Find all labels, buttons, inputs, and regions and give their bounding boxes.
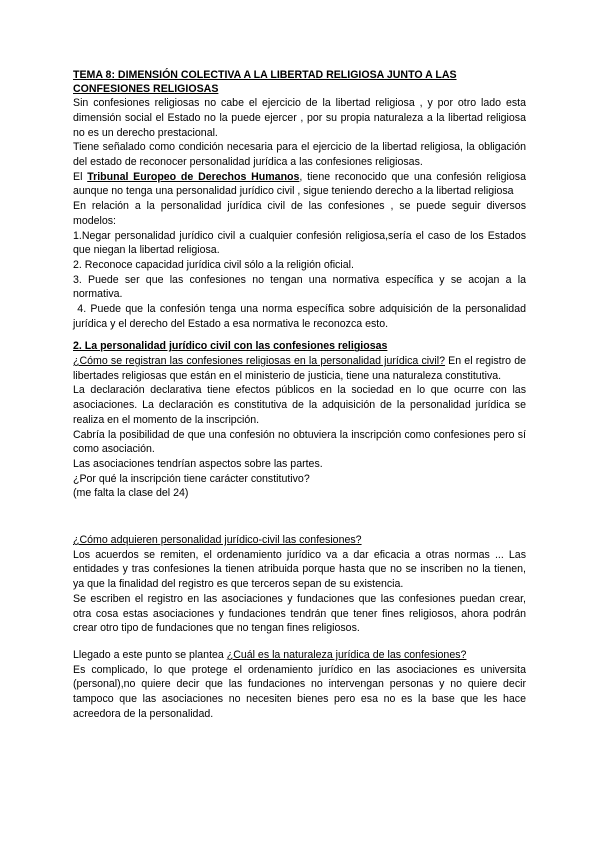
document-body — [73, 69, 529, 722]
model-item-3: 3. Puede ser que las confesiones no tengan una normativa específica y se acojan a la normativa. — [73, 273, 526, 301]
spacer — [73, 636, 526, 648]
section1-heading: TEMA 8: DIMENSIÓN COLECTIVA A LA LIBERTAD RELIGIOSA JUNTO A LAS CONFESIONES RELIGIOSAS — [73, 69, 457, 95]
section3-paragraph-1: Los acuerdos se remiten, el ordenamiento jurídico va a dar eficacia a otras normas ... Las entidades y tras confesiones la tienen atribuida porque hasta que no se inscriben no la tienen, ya que la finalidad del registro es que terceros sepan de su existencia. — [73, 548, 526, 591]
p3-rest: , tiene reconocido que una confesión religiosa aunque no tenga una personalidad jurídico civil , sigue teniendo derecho a la libertad religiosa — [73, 170, 526, 198]
section2-paragraph-1 — [73, 354, 526, 383]
model-item-1: 1.Negar personalidad jurídico civil a cualquier confesión religiosa,sería el caso de los Estados que niegan la libertad religiosa. — [73, 229, 526, 257]
section2-paragraph-2: La declaración declarativa tiene efectos públicos en la sociedad en lo que ocurre con las asociaciones. La declaración es constitutiva de la adquisición de la personalidad jurídica se realiza en el momento de la inscripción. — [73, 384, 526, 426]
section2-heading: 2. La personalidad jurídico civil con las confesiones religiosas — [73, 340, 388, 353]
section1-paragraph-4: En relación a la personalidad jurídica civil de las confesiones , se puede seguir diversos modelos: — [73, 200, 526, 227]
spacer — [73, 331, 526, 340]
section2-paragraph-5: ¿Por qué la inscripción tiene carácter constitutivo? — [73, 472, 310, 485]
section2-paragraph-3: Cabría la posibilidad de que una confesión no obtuviera la inscripción como confesiones pero sí como asociación. — [73, 428, 526, 456]
section4-prefix: Llegado a este punto se plantea — [73, 648, 227, 661]
section3-question: ¿Cómo adquieren personalidad jurídico-civil las confesiones? — [73, 534, 362, 547]
section1-paragraph-3 — [73, 170, 526, 199]
p3-prefix: El — [73, 170, 88, 183]
tedh-link-text: Tribunal Europeo de Derechos Humanos — [87, 170, 300, 183]
section2-paragraph-6: (me falta la clase del 24) — [73, 487, 189, 500]
section2-answer-1: En el registro de libertades religiosas que están en el ministerio de justicia, tiene una naturaleza constitutiva. — [73, 355, 526, 382]
section2-question-1: ¿Cómo se registran las confesiones religiosas en la personalidad jurídica civil? — [73, 355, 446, 368]
section1-paragraph-1: Sin confesiones religiosas no cabe el ejercicio de la libertad religiosa , y por otro lado esta dimensión social el Estado no la puede ejercer , por su propia naturaleza a la libertad religiosa no es un derecho prestacional. — [73, 97, 526, 139]
section2-paragraph-4: Las asociaciones tendrían aspectos sobre las partes. — [73, 457, 323, 470]
model-item-2: 2. Reconoce capacidad jurídica civil sólo a la religión oficial. — [73, 258, 354, 271]
spacer — [73, 501, 526, 533]
section4-paragraph-1: Es complicado, lo que protege el ordenamiento jurídico en las asociaciones es universita (personal),no quiere decir que las fundaciones no intervengan personas y no quiere decir tampoco que las asociaciones no necesiten bienes pero esa no es la base que les hace acreedora de la personalidad. — [73, 663, 526, 720]
model-item-4: 4. Puede que la confesión tenga una norma específica sobre adquisición de la personalidad jurídica y el derecho del Estado a esa normativa le reconozca esto. — [73, 303, 529, 330]
section1-paragraph-2: Tiene señalado como condición necesaria para el ejercicio de la libertad religiosa, la obligación del estado de reconocer personalidad jurídica a las confesiones religiosas. — [73, 141, 526, 168]
section3-paragraph-2: Se escriben el registro en las asociaciones y fundaciones que las confesiones puedan crear, otra cosa estas asociaciones y fundaciones tendrán que tener fines religiosos, ahora podrán crear otro tipo de fundaciones que no tengan fines religiosos. — [73, 592, 526, 635]
section4-question: ¿Cuál es la naturaleza jurídica de las confesiones? — [226, 648, 467, 661]
section4-intro — [73, 648, 526, 663]
